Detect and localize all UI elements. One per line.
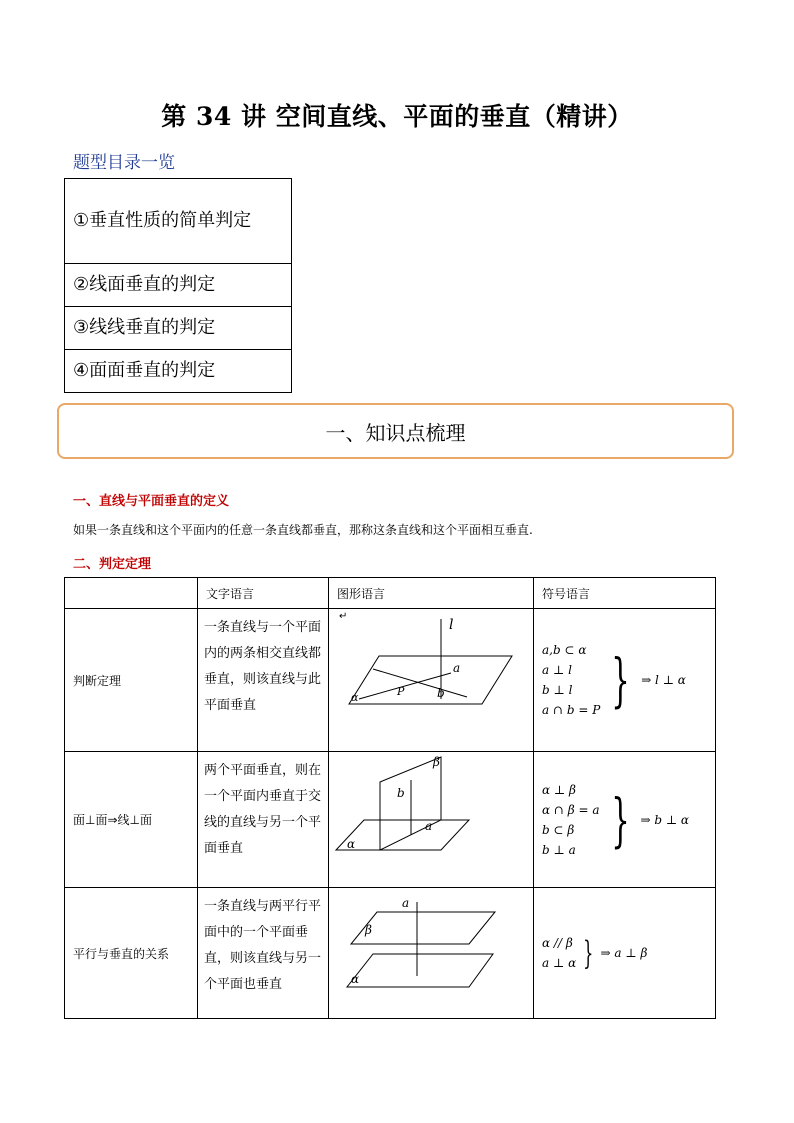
theorem-text: 一条直线与两平行平面中的一个平面垂直，则该直线与另一个平面也垂直 bbox=[198, 888, 329, 1019]
toc-table bbox=[64, 178, 292, 393]
label-b: b bbox=[397, 786, 405, 800]
brace-icon: } bbox=[583, 934, 594, 972]
table-row bbox=[65, 609, 716, 752]
symbol-conclusion: ⇒ a ⊥ β bbox=[600, 946, 648, 960]
symbol-line: α ∩ β = a bbox=[542, 802, 600, 817]
header-cell: 文字语言 bbox=[198, 578, 329, 609]
label-beta: β bbox=[433, 755, 440, 769]
symbol-line: a ∩ b = P bbox=[542, 703, 601, 717]
toc-item[interactable]: ③线线垂直的判定 bbox=[65, 307, 292, 350]
symbol-line: a ⊥ l bbox=[542, 663, 572, 677]
theorem-name: 平行与垂直的关系 bbox=[65, 888, 198, 1019]
toc-item[interactable]: ④面面垂直的判定 bbox=[65, 350, 292, 393]
label-P: P bbox=[397, 685, 405, 698]
label-b: b bbox=[437, 686, 445, 700]
section-banner bbox=[57, 403, 734, 459]
header-cell bbox=[65, 578, 198, 609]
symbol-line: a,b ⊂ α bbox=[542, 643, 587, 657]
brace-icon: } bbox=[611, 646, 630, 714]
toc-heading: 题型目录一览 bbox=[73, 153, 175, 173]
return-mark: ↵ bbox=[339, 611, 348, 622]
symbol-line: α // β bbox=[542, 936, 573, 950]
figure-plane-perp-plane bbox=[329, 752, 534, 884]
definition-text: 如果一条直线和这个平面内的任意一条直线都垂直，那称这条直线和这个平面相互垂直. bbox=[73, 523, 533, 537]
figure-line-perp-plane bbox=[329, 609, 534, 748]
theorem-figure bbox=[329, 609, 534, 752]
toc-item[interactable]: ②线面垂直的判定 bbox=[65, 264, 292, 307]
header-cell: 图形语言 bbox=[329, 578, 534, 609]
symbol-line: b ⊂ β bbox=[542, 822, 575, 837]
table-header-row bbox=[65, 578, 716, 609]
theorem-symbols bbox=[534, 752, 716, 888]
symbol-line: b ⊥ l bbox=[542, 683, 573, 697]
label-alpha: α bbox=[351, 691, 359, 704]
symbol-line: a ⊥ α bbox=[542, 956, 577, 970]
theorem-text: 两个平面垂直，则在一个平面内垂直于交线的直线与另一个平面垂直 bbox=[198, 752, 329, 888]
symbol-conclusion: ⇒ l ⊥ α bbox=[641, 673, 686, 687]
theorem-heading: 二、判定定理 bbox=[73, 557, 152, 572]
theorem-text: 一条直线与一个平面内的两条相交直线都垂直，则该直线与此平面垂直 bbox=[198, 609, 329, 752]
theorem-symbols bbox=[534, 609, 716, 752]
brace-icon: } bbox=[610, 785, 630, 854]
theorem-symbols bbox=[534, 888, 716, 1019]
symbol-line: α ⊥ β bbox=[542, 782, 576, 797]
label-a: a bbox=[402, 896, 410, 910]
section-title: 一、知识点梳理 bbox=[325, 420, 466, 445]
header-cell: 符号语言 bbox=[534, 578, 716, 609]
page-title: 第 34 讲 空间直线、平面的垂直（精讲） bbox=[161, 102, 633, 131]
table-row bbox=[65, 752, 716, 888]
label-beta: β bbox=[365, 923, 372, 937]
label-a: a bbox=[425, 819, 433, 833]
label-alpha: α bbox=[351, 972, 360, 986]
figure-parallel-planes bbox=[329, 888, 534, 1015]
label-alpha: α bbox=[347, 837, 356, 851]
label-a: a bbox=[453, 661, 461, 675]
symbol-conclusion: ⇒ b ⊥ α bbox=[640, 812, 690, 827]
theorem-name: 面⊥面⇒线⊥面 bbox=[65, 752, 198, 888]
theorem-table bbox=[64, 577, 716, 1019]
definition-heading: 一、直线与平面垂直的定义 bbox=[73, 494, 230, 509]
symbol-line: b ⊥ a bbox=[542, 842, 576, 857]
table-row bbox=[65, 888, 716, 1019]
theorem-figure bbox=[329, 752, 534, 888]
toc-item[interactable]: ①垂直性质的简单判定 bbox=[65, 179, 292, 264]
theorem-name: 判断定理 bbox=[65, 609, 198, 752]
label-l: l bbox=[449, 617, 454, 633]
theorem-figure bbox=[329, 888, 534, 1019]
